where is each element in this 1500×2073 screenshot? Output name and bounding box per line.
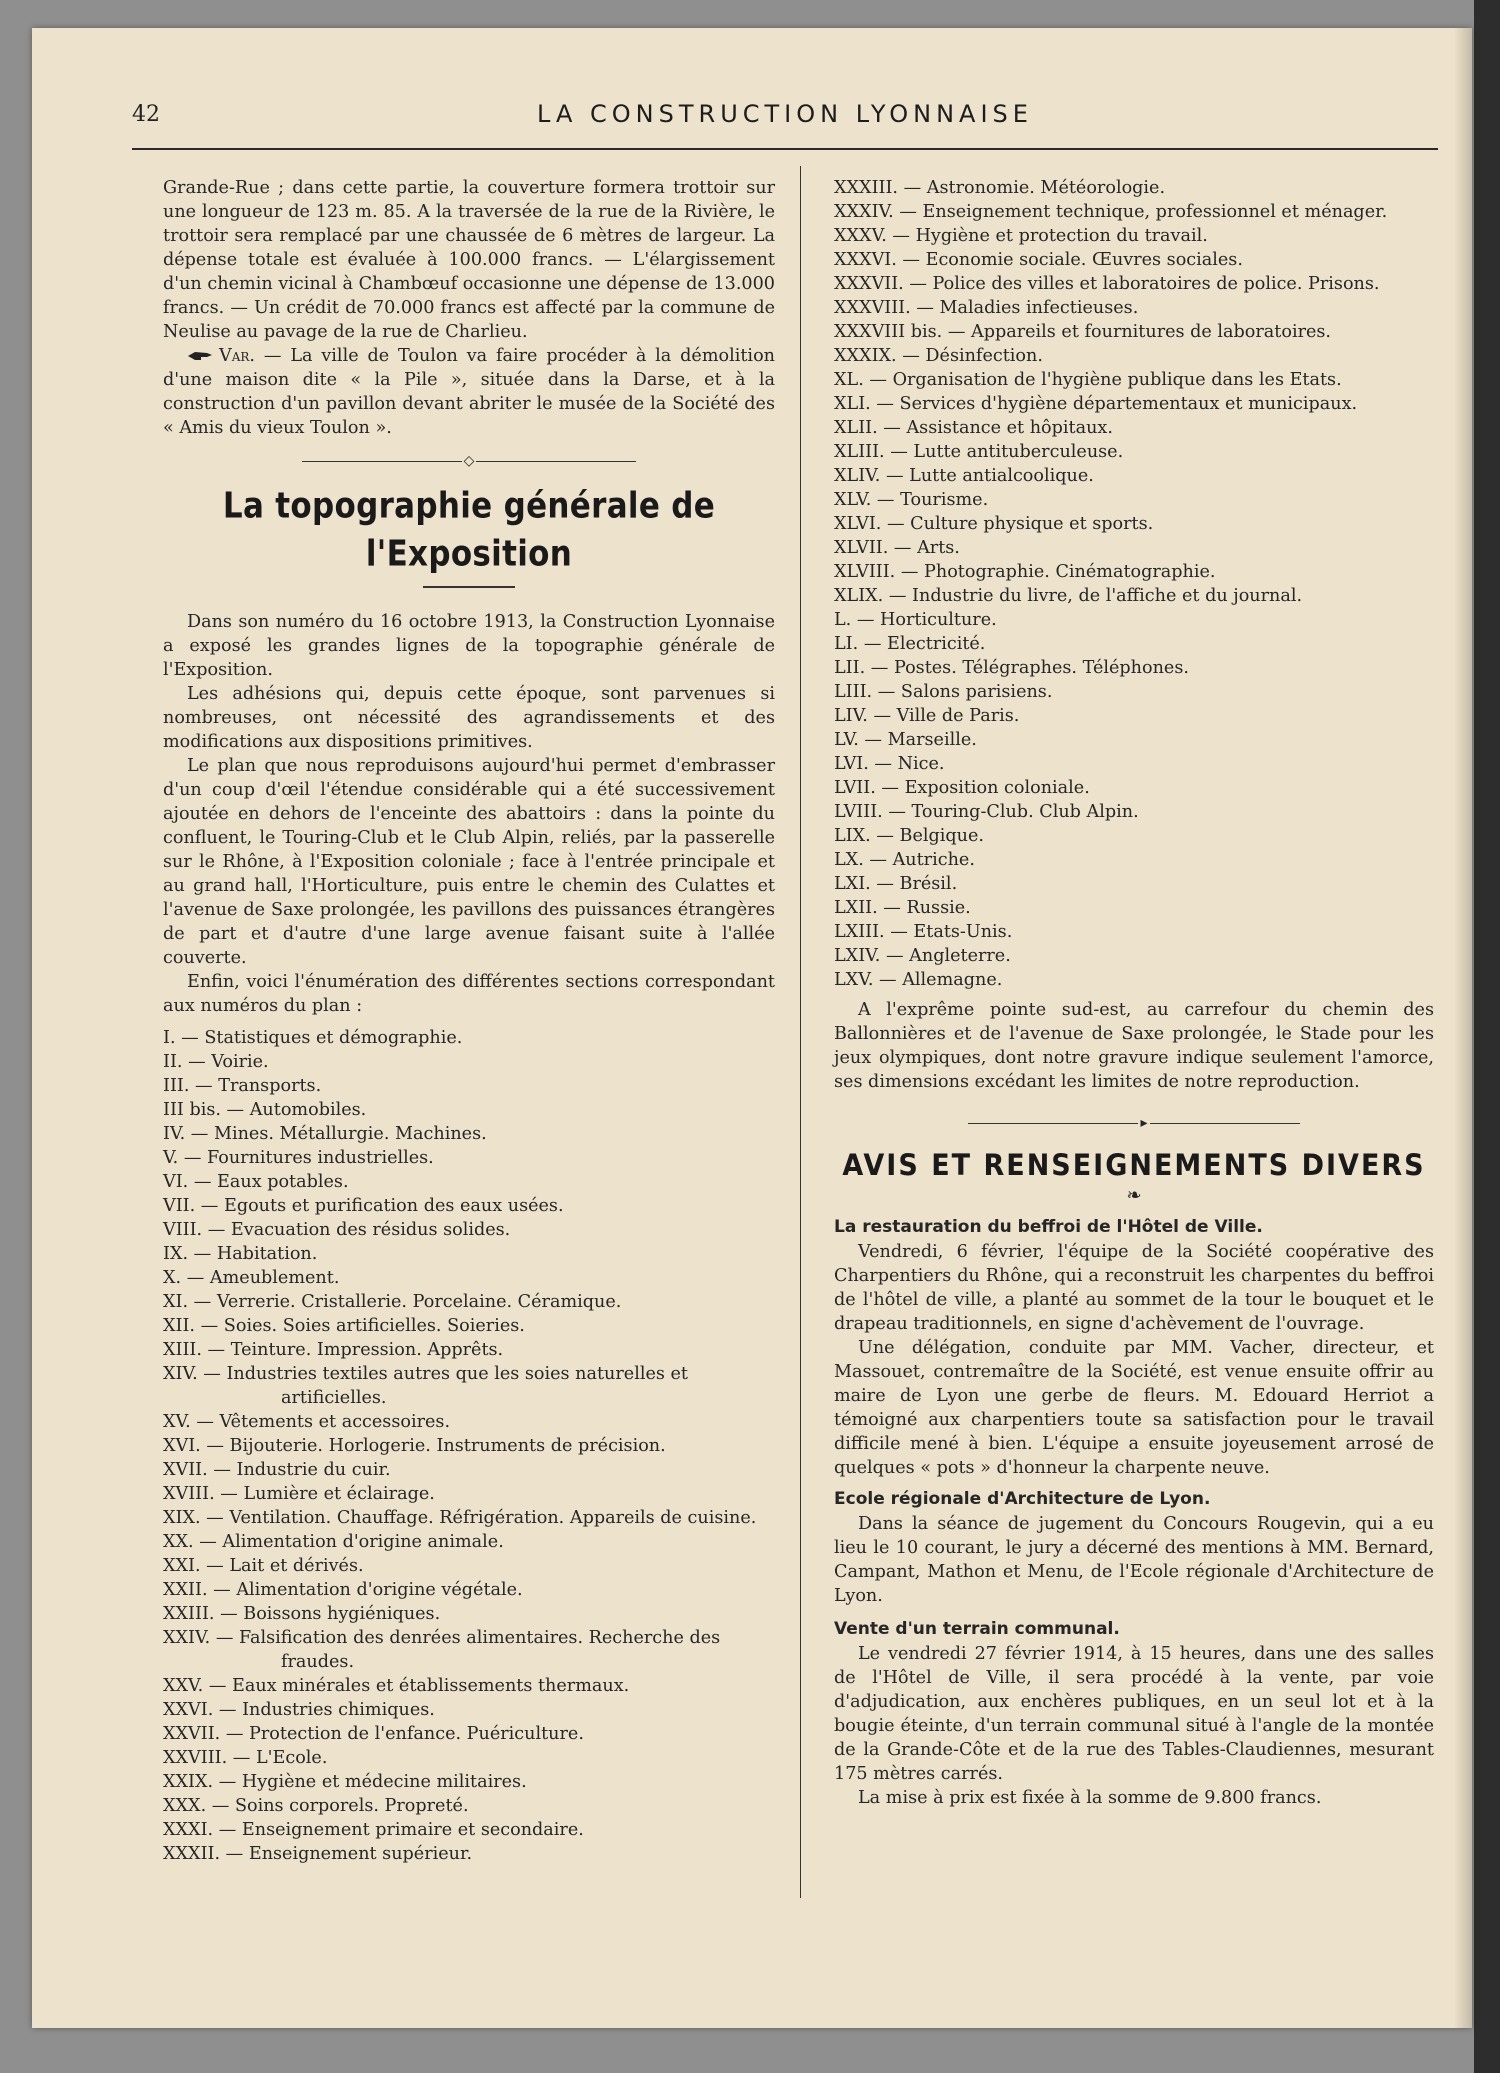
news-heading: La restauration du beffroi de l'Hôtel de Ville.	[834, 1217, 1263, 1237]
section-entry: XXI. — Lait et dérivés.	[163, 1556, 364, 1576]
section-entry: LXI. — Brésil.	[834, 874, 958, 894]
news-item	[834, 1214, 1434, 1480]
section-entry: XXVII. — Protection de l'enfance. Puériculture.	[163, 1724, 584, 1744]
scan-edge	[1474, 0, 1500, 2073]
page-header	[132, 100, 1438, 134]
section-entry: XLIX. — Industrie du livre, de l'affiche et du journal.	[834, 586, 1303, 606]
journal-title: LA CONSTRUCTION LYONNAISE	[537, 100, 1033, 128]
section-entry: V. — Fournitures industrielles.	[163, 1148, 434, 1168]
section-entry: XLVII. — Arts.	[834, 538, 960, 558]
section-entry: LXV. — Allemagne.	[834, 970, 1003, 990]
page-number: 42	[132, 102, 160, 127]
section-entry: I. — Statistiques et démographie.	[163, 1028, 463, 1048]
section-entry: XVII. — Industrie du cuir.	[163, 1460, 391, 1480]
section-entry: LI. — Electricité.	[834, 634, 986, 654]
column-divider	[800, 166, 801, 1898]
var-paragraph	[163, 344, 775, 440]
section-entry: LVIII. — Touring-Club. Club Alpin.	[834, 802, 1139, 822]
section-entry: XXXVIII bis. — Appareils et fournitures de laboratoires.	[834, 322, 1332, 342]
title-rule	[423, 586, 515, 588]
section-entry: XXVI. — Industries chimiques.	[163, 1700, 435, 1720]
section-entry: XXIII. — Boissons hygiéniques.	[163, 1604, 441, 1624]
section-entry: LXIII. — Etats-Unis.	[834, 922, 1013, 942]
section-entry: XLIII. — Lutte antituberculeuse.	[834, 442, 1124, 462]
news-paragraph: Dans la séance de jugement du Concours Rougevin, qui a eu lieu le 10 courant, le jury a décerné des mentions à MM. Bernard, Campant, Mathon et Menu, de l'Ecole régionale d'Architecture de Lyon.	[834, 1514, 1434, 1606]
section-entry: XXIV. — Falsification des denrées alimentaires. Recherche des fraudes.	[163, 1628, 721, 1672]
section-entry: LXII. — Russie.	[834, 898, 971, 918]
section-entry: XL. — Organisation de l'hygiène publique dans les Etats.	[834, 370, 1342, 390]
sections-list-left	[163, 1026, 775, 1866]
section-entry: III. — Transports.	[163, 1076, 322, 1096]
section-entry: IV. — Mines. Métallurgie. Machines.	[163, 1124, 487, 1144]
section-entry: LII. — Postes. Télégraphes. Téléphones.	[834, 658, 1189, 678]
closing-paragraph: A l'exprême pointe sud-est, au carrefour du chemin des Ballonnières et de l'avenue de Saxe prolongée, le Stade pour les jeux olympiques, dont notre gravure indique seulement l'amorce, ses dimensions excédant les limites de notre reproduction.	[834, 1000, 1434, 1092]
section-entry: VII. — Egouts et purification des eaux usées.	[163, 1196, 564, 1216]
section-entry: XV. — Vêtements et accessoires.	[163, 1412, 451, 1432]
section-entry: XLVIII. — Photographie. Cinématographie.	[834, 562, 1216, 582]
article-paragraph: Dans son numéro du 16 octobre 1913, la Construction Lyonnaise a exposé les grandes lignes de la topographie générale de l'Exposition.	[163, 612, 775, 680]
section-entry: LIV. — Ville de Paris.	[834, 706, 1020, 726]
section-entry: XXXIII. — Astronomie. Météorologie.	[834, 178, 1166, 198]
section-entry: XX. — Alimentation d'origine animale.	[163, 1532, 504, 1552]
section-entry: LXIV. — Angleterre.	[834, 946, 1011, 966]
separator-ornament: ◇	[163, 446, 775, 476]
section-entry: XXVIII. — L'Ecole.	[163, 1748, 328, 1768]
news-heading: Ecole régionale d'Architecture de Lyon.	[834, 1489, 1211, 1509]
var-label: Var.	[219, 346, 255, 366]
section-entry: XXX. — Soins corporels. Propreté.	[163, 1796, 469, 1816]
article-paragraph: Le plan que nous reproduisons aujourd'hui permet d'embrasser d'un coup d'œil l'étendue considérable qui a été successivement ajoutée en dehors de l'enceinte des abattoirs : dans la pointe du confluent, le Touring-Club et le Club Alpin, reliés, par la passerelle sur le Rhône, à l'Exposition coloniale ; face à l'entrée principale et au grand hall, l'Horticulture, puis entre le chemin des Culattes et l'avenue de Saxe prolongée, les pavillons des puissances étrangères de part et d'autre d'une large avenue faisant suite à l'allée couverte.	[163, 756, 775, 968]
section-entry: II. — Voirie.	[163, 1052, 269, 1072]
news-item	[834, 1486, 1434, 1608]
section-entry: XXIX. — Hygiène et médecine militaires.	[163, 1772, 527, 1792]
section-entry: XLVI. — Culture physique et sports.	[834, 514, 1154, 534]
news-paragraph: Vendredi, 6 février, l'équipe de la Société coopérative des Charpentiers du Rhône, qui a reconstruit les charpentes du beffroi de l'hôtel de ville, a planté au sommet de la tour le bouquet et le drapeau traditionnels, en signe d'achèvement de l'ouvrage.	[834, 1242, 1434, 1334]
article-paragraph: Les adhésions qui, depuis cette époque, sont parvenues si nombreuses, ont nécessité des agrandissements et des modifications aux dispositions primitives.	[163, 684, 775, 752]
section-entry: LV. — Marseille.	[834, 730, 977, 750]
section-entry: XVI. — Bijouterie. Horlogerie. Instruments de précision.	[163, 1436, 666, 1456]
news-paragraph: Une délégation, conduite par MM. Vacher, directeur, et Massouet, contremaître de la Société, est venue ensuite offrir au maire de Lyon une gerbe de fleurs. M. Edouard Herriot a témoigné aux charpentiers toute sa satisfaction pour le travail difficile mené à bien. L'équipe a ensuite joyeusement arrosé de quelques « pots » d'honneur la charpente neuve.	[834, 1338, 1434, 1478]
section-entry: XIV. — Industries textiles autres que les soies naturelles et artificielles.	[163, 1364, 688, 1408]
pointing-hand-icon	[187, 350, 213, 362]
section-entry: XLIV. — Lutte antialcoolique.	[834, 466, 1094, 486]
section-entry: X. — Ameublement.	[163, 1268, 340, 1288]
article-title: La topographie générale de l'Exposition	[222, 485, 716, 575]
article-paragraph: Enfin, voici l'énumération des différentes sections correspondant aux numéros du plan :	[163, 972, 775, 1016]
news-paragraph: Le vendredi 27 février 1914, à 15 heures, dans une des salles de l'Hôtel de Ville, il sera procédé à la vente, par voie d'adjudication, aux enchères publiques, en un seul lot et à la bougie éteinte, d'un terrain communal situé à l'angle de la montée de la Grande-Côte et de la rue des Tables-Claudiennes, mesurant 175 mètres carrés.	[834, 1644, 1434, 1784]
news-heading: Vente d'un terrain communal.	[834, 1619, 1120, 1639]
section-entry: XXII. — Alimentation d'origine végétale.	[163, 1580, 523, 1600]
news-paragraph: La mise à prix est fixée à la somme de 9.800 francs.	[858, 1788, 1322, 1808]
section-entry: L. — Horticulture.	[834, 610, 997, 630]
section-entry: XLII. — Assistance et hôpitaux.	[834, 418, 1113, 438]
section-entry: XXXV. — Hygiène et protection du travail.	[834, 226, 1208, 246]
section-entry: III bis. — Automobiles.	[163, 1100, 367, 1120]
section-entry: LIX. — Belgique.	[834, 826, 984, 846]
sections-list-right	[834, 176, 1434, 992]
page-gutter-shadow	[1454, 28, 1472, 2028]
section-entry: XXXVII. — Police des villes et laboratoires de police. Prisons.	[834, 274, 1380, 294]
section-entry: XI. — Verrerie. Cristallerie. Porcelaine. Céramique.	[163, 1292, 622, 1312]
section-entry: XXXVIII. — Maladies infectieuses.	[834, 298, 1139, 318]
separator-ornament: ▸	[834, 1108, 1434, 1138]
section-entry: XLI. — Services d'hygiène départementaux et municipaux.	[834, 394, 1358, 414]
section-entry: XXXII. — Enseignement supérieur.	[163, 1844, 473, 1864]
section-entry: XXXIV. — Enseignement technique, professionnel et ménager.	[834, 202, 1388, 222]
section-entry: IX. — Habitation.	[163, 1244, 318, 1264]
intro-paragraph: Grande-Rue ; dans cette partie, la couverture formera trottoir sur une longueur de 123 m. 85. A la traversée de la rue de la Rivière, le trottoir sera remplacé par une chaussée de 6 mètres de largeur. La dépense totale est évaluée à 100.000 francs. — L'élargissement d'un chemin vicinal à Chambœuf occasionne une dépense de 13.000 francs. — Un crédit de 70.000 francs est affecté par la commune de Neulise au pavage de la rue de Charlieu.	[163, 178, 775, 342]
section-entry: XXXVI. — Economie sociale. Œuvres sociales.	[834, 250, 1243, 270]
header-rule	[132, 148, 1438, 150]
right-column	[834, 176, 1434, 1810]
section-entry: LX. — Autriche.	[834, 850, 975, 870]
section-entry: XXXIX. — Désinfection.	[834, 346, 1043, 366]
left-column	[163, 176, 775, 1866]
news-item	[834, 1616, 1434, 1810]
section-entry: XXXI. — Enseignement primaire et secondaire.	[163, 1820, 584, 1840]
avis-section-title: AVIS ET RENSEIGNEMENTS DIVERS	[842, 1148, 1426, 1183]
section-entry: LVII. — Exposition coloniale.	[834, 778, 1090, 798]
section-entry: XXV. — Eaux minérales et établissements thermaux.	[163, 1676, 630, 1696]
fleuron-ornament: ❧	[1126, 1185, 1142, 1206]
section-entry: VI. — Eaux potables.	[163, 1172, 349, 1192]
section-entry: XVIII. — Lumière et éclairage.	[163, 1484, 435, 1504]
section-entry: XII. — Soies. Soies artificielles. Soieries.	[163, 1316, 525, 1336]
section-entry: XIX. — Ventilation. Chauffage. Réfrigération. Appareils de cuisine.	[163, 1508, 757, 1528]
var-text: — La ville de Toulon va faire procéder à la démolition d'une maison dite « la Pile », située dans la Darse, et à la construction d'un pavillon devant abriter le musée de la Société des « Amis du vieux Toulon ».	[163, 346, 775, 438]
section-entry: LIII. — Salons parisiens.	[834, 682, 1053, 702]
section-entry: VIII. — Evacuation des résidus solides.	[163, 1220, 511, 1240]
section-entry: XLV. — Tourisme.	[834, 490, 989, 510]
section-entry: LVI. — Nice.	[834, 754, 945, 774]
section-entry: XIII. — Teinture. Impression. Apprêts.	[163, 1340, 504, 1360]
